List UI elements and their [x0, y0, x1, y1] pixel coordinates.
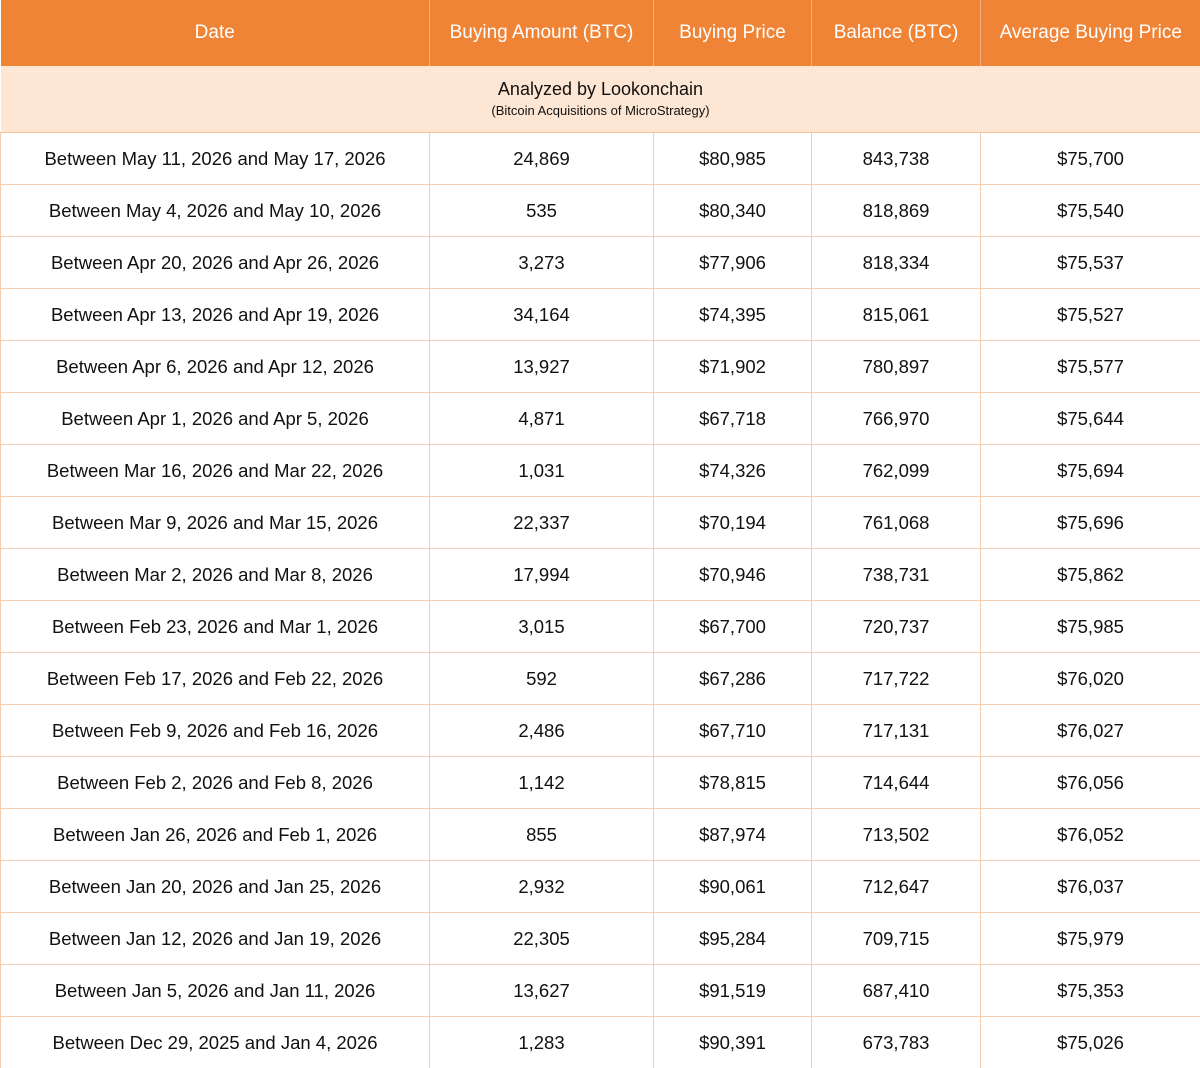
cell-buying-price: $71,902	[654, 341, 812, 393]
table-row	[1, 601, 1200, 653]
cell-buying-amount: 2,932	[430, 861, 654, 913]
cell-buying-price: $74,326	[654, 445, 812, 497]
cell-date: Between Apr 1, 2026 and Apr 5, 2026	[1, 393, 430, 445]
cell-buying-amount: 1,283	[430, 1017, 654, 1068]
table-row	[1, 549, 1200, 601]
cell-buying-price: $90,391	[654, 1017, 812, 1068]
cell-buying-price: $91,519	[654, 965, 812, 1017]
column-header-average-buying-price: Average Buying Price	[981, 0, 1200, 66]
cell-date: Between Mar 16, 2026 and Mar 22, 2026	[1, 445, 430, 497]
cell-date: Between Apr 13, 2026 and Apr 19, 2026	[1, 289, 430, 341]
banner-cell	[1, 66, 1200, 133]
cell-date: Between Feb 9, 2026 and Feb 16, 2026	[1, 705, 430, 757]
column-header-date: Date	[1, 0, 430, 66]
cell-balance: 687,410	[812, 965, 981, 1017]
table-row	[1, 289, 1200, 341]
cell-balance: 720,737	[812, 601, 981, 653]
cell-buying-price: $80,340	[654, 185, 812, 237]
cell-date: Between Jan 26, 2026 and Feb 1, 2026	[1, 809, 430, 861]
cell-balance: 717,131	[812, 705, 981, 757]
table-row	[1, 237, 1200, 289]
cell-buying-amount: 4,871	[430, 393, 654, 445]
cell-buying-amount: 3,273	[430, 237, 654, 289]
cell-buying-amount: 13,927	[430, 341, 654, 393]
cell-buying-price: $70,946	[654, 549, 812, 601]
cell-balance: 818,869	[812, 185, 981, 237]
cell-balance: 815,061	[812, 289, 981, 341]
cell-date: Between Apr 20, 2026 and Apr 26, 2026	[1, 237, 430, 289]
cell-average-buying-price: $75,644	[981, 393, 1200, 445]
cell-buying-amount: 1,031	[430, 445, 654, 497]
cell-date: Between Jan 5, 2026 and Jan 11, 2026	[1, 965, 430, 1017]
table-row	[1, 393, 1200, 445]
cell-average-buying-price: $76,027	[981, 705, 1200, 757]
cell-average-buying-price: $75,700	[981, 133, 1200, 185]
cell-average-buying-price: $75,979	[981, 913, 1200, 965]
cell-average-buying-price: $75,527	[981, 289, 1200, 341]
cell-balance: 761,068	[812, 497, 981, 549]
cell-buying-price: $80,985	[654, 133, 812, 185]
table-row	[1, 341, 1200, 393]
cell-balance: 673,783	[812, 1017, 981, 1068]
banner-title: Analyzed by Lookonchain	[1, 77, 1200, 101]
banner-subtitle: (Bitcoin Acquisitions of MicroStrategy)	[1, 101, 1200, 121]
cell-buying-amount: 2,486	[430, 705, 654, 757]
cell-buying-amount: 34,164	[430, 289, 654, 341]
cell-buying-price: $78,815	[654, 757, 812, 809]
cell-average-buying-price: $75,694	[981, 445, 1200, 497]
cell-average-buying-price: $75,985	[981, 601, 1200, 653]
cell-balance: 712,647	[812, 861, 981, 913]
cell-average-buying-price: $75,696	[981, 497, 1200, 549]
cell-buying-amount: 1,142	[430, 757, 654, 809]
table-row	[1, 861, 1200, 913]
cell-date: Between Dec 29, 2025 and Jan 4, 2026	[1, 1017, 430, 1068]
cell-balance: 714,644	[812, 757, 981, 809]
cell-date: Between May 11, 2026 and May 17, 2026	[1, 133, 430, 185]
table-row	[1, 653, 1200, 705]
table-row	[1, 913, 1200, 965]
cell-date: Between Feb 23, 2026 and Mar 1, 2026	[1, 601, 430, 653]
cell-date: Between Mar 2, 2026 and Mar 8, 2026	[1, 549, 430, 601]
cell-date: Between Jan 12, 2026 and Jan 19, 2026	[1, 913, 430, 965]
cell-average-buying-price: $75,537	[981, 237, 1200, 289]
cell-date: Between Apr 6, 2026 and Apr 12, 2026	[1, 341, 430, 393]
cell-buying-price: $67,700	[654, 601, 812, 653]
column-header-buying-amount: Buying Amount (BTC)	[430, 0, 654, 66]
cell-balance: 762,099	[812, 445, 981, 497]
table-row	[1, 445, 1200, 497]
cell-date: Between Mar 9, 2026 and Mar 15, 2026	[1, 497, 430, 549]
cell-average-buying-price: $76,052	[981, 809, 1200, 861]
cell-buying-amount: 22,337	[430, 497, 654, 549]
cell-buying-amount: 3,015	[430, 601, 654, 653]
cell-date: Between Jan 20, 2026 and Jan 25, 2026	[1, 861, 430, 913]
cell-balance: 738,731	[812, 549, 981, 601]
cell-average-buying-price: $75,862	[981, 549, 1200, 601]
cell-average-buying-price: $75,540	[981, 185, 1200, 237]
cell-average-buying-price: $76,020	[981, 653, 1200, 705]
cell-buying-amount: 22,305	[430, 913, 654, 965]
column-header-balance: Balance (BTC)	[812, 0, 981, 66]
table-row	[1, 1017, 1200, 1068]
cell-buying-price: $87,974	[654, 809, 812, 861]
cell-buying-amount: 535	[430, 185, 654, 237]
cell-buying-amount: 592	[430, 653, 654, 705]
table-row	[1, 133, 1200, 185]
cell-buying-price: $77,906	[654, 237, 812, 289]
banner-row	[1, 66, 1200, 133]
cell-average-buying-price: $75,026	[981, 1017, 1200, 1068]
cell-balance: 780,897	[812, 341, 981, 393]
cell-date: Between May 4, 2026 and May 10, 2026	[1, 185, 430, 237]
table-row	[1, 497, 1200, 549]
cell-balance: 766,970	[812, 393, 981, 445]
cell-balance: 713,502	[812, 809, 981, 861]
cell-buying-amount: 13,627	[430, 965, 654, 1017]
cell-buying-price: $67,710	[654, 705, 812, 757]
cell-buying-price: $67,286	[654, 653, 812, 705]
cell-buying-price: $95,284	[654, 913, 812, 965]
table-row	[1, 965, 1200, 1017]
cell-average-buying-price: $75,353	[981, 965, 1200, 1017]
cell-buying-price: $70,194	[654, 497, 812, 549]
cell-average-buying-price: $76,037	[981, 861, 1200, 913]
cell-balance: 717,722	[812, 653, 981, 705]
table-row	[1, 185, 1200, 237]
cell-average-buying-price: $76,056	[981, 757, 1200, 809]
cell-buying-amount: 17,994	[430, 549, 654, 601]
cell-buying-amount: 855	[430, 809, 654, 861]
cell-date: Between Feb 2, 2026 and Feb 8, 2026	[1, 757, 430, 809]
header-row	[1, 0, 1200, 66]
cell-buying-price: $67,718	[654, 393, 812, 445]
table-row	[1, 705, 1200, 757]
column-header-buying-price: Buying Price	[654, 0, 812, 66]
cell-balance: 818,334	[812, 237, 981, 289]
cell-buying-amount: 24,869	[430, 133, 654, 185]
cell-date: Between Feb 17, 2026 and Feb 22, 2026	[1, 653, 430, 705]
table-row	[1, 809, 1200, 861]
cell-buying-price: $74,395	[654, 289, 812, 341]
cell-average-buying-price: $75,577	[981, 341, 1200, 393]
cell-balance: 709,715	[812, 913, 981, 965]
cell-balance: 843,738	[812, 133, 981, 185]
table-row	[1, 757, 1200, 809]
cell-buying-price: $90,061	[654, 861, 812, 913]
